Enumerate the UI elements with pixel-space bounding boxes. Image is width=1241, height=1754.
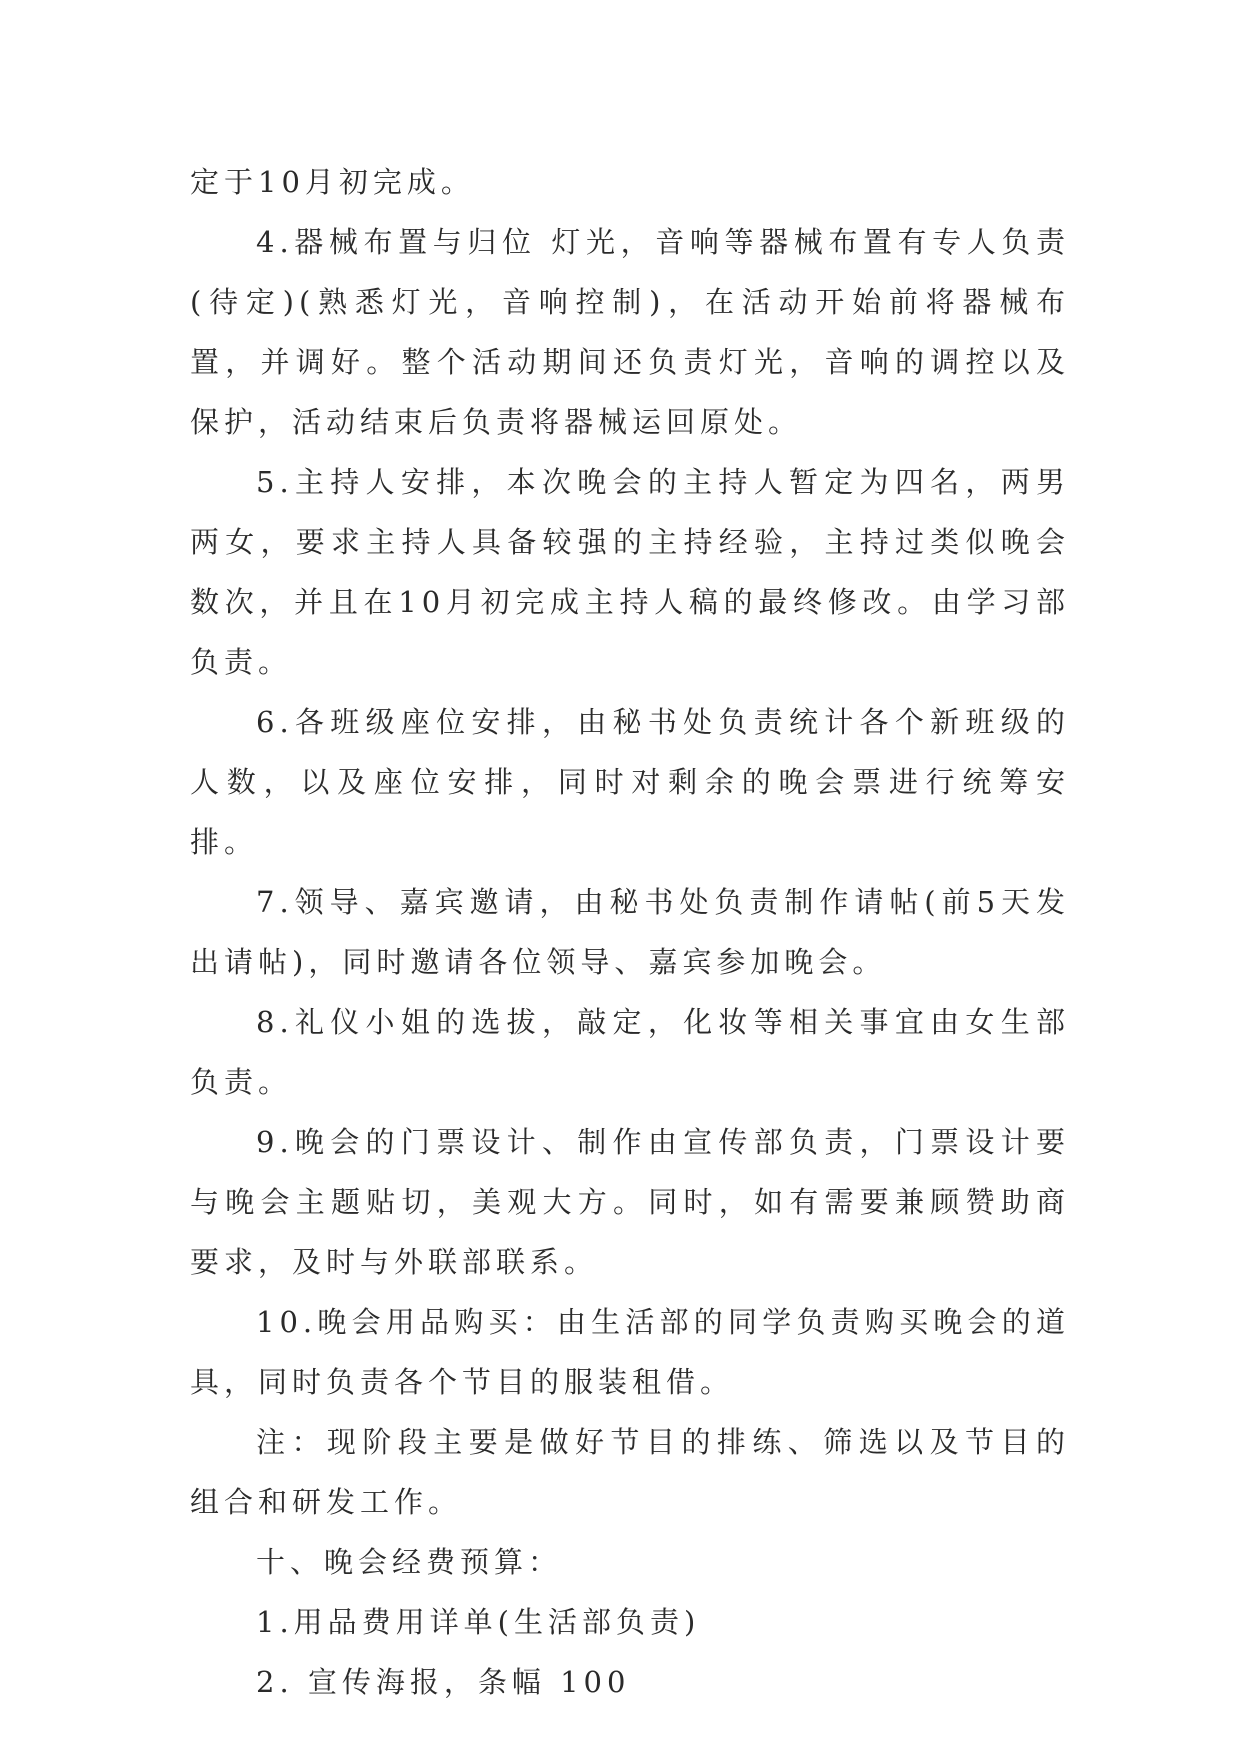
paragraph-8: 10.晚会用品购买：由生活部的同学负责购买晚会的道具，同时负责各个节目的服装租借。 <box>190 1305 1070 1399</box>
paragraph-3: 5.主持人安排，本次晚会的主持人暂定为四名，两男两女，要求主持人具备较强的主持经验，主持过类似晚会数次，并且在10月初完成主持人稿的最终修改。由学习部负责。 <box>190 465 1070 679</box>
paragraph-9: 注：现阶段主要是做好节目的排练、筛选以及节目的组合和研发工作。 <box>190 1425 1070 1519</box>
paragraph-6: 8.礼仪小姐的选拔，敲定，化妆等相关事宜由女生部负责。 <box>190 1005 1070 1099</box>
paragraph-2: 4.器械布置与归位 灯光，音响等器械布置有专人负责(待定)(熟悉灯光，音响控制)，在活动开始前将器械布置，并调好。整个活动期间还负责灯光，音响的调控以及保护，活动结束后负责将器械运回原处。 <box>190 225 1070 439</box>
paragraph-12: 2. 宣传海报，条幅 100 <box>256 1665 631 1699</box>
paragraph-7: 9.晚会的门票设计、制作由宣传部负责，门票设计要与晚会主题贴切，美观大方。同时，如有需要兼顾赞助商要求，及时与外联部联系。 <box>190 1125 1070 1279</box>
paragraph-1: 定于10月初完成。 <box>190 165 475 199</box>
document-body <box>190 152 1070 1712</box>
paragraph-11: 1.用品费用详单(生活部负责) <box>256 1605 701 1639</box>
paragraph-4: 6.各班级座位安排，由秘书处负责统计各个新班级的人数，以及座位安排，同时对剩余的晚会票进行统筹安排。 <box>190 705 1070 859</box>
paragraph-5: 7.领导、嘉宾邀请，由秘书处负责制作请帖(前5天发出请帖)，同时邀请各位领导、嘉宾参加晚会。 <box>190 885 1070 979</box>
paragraph-10: 十、晚会经费预算： <box>256 1545 563 1579</box>
